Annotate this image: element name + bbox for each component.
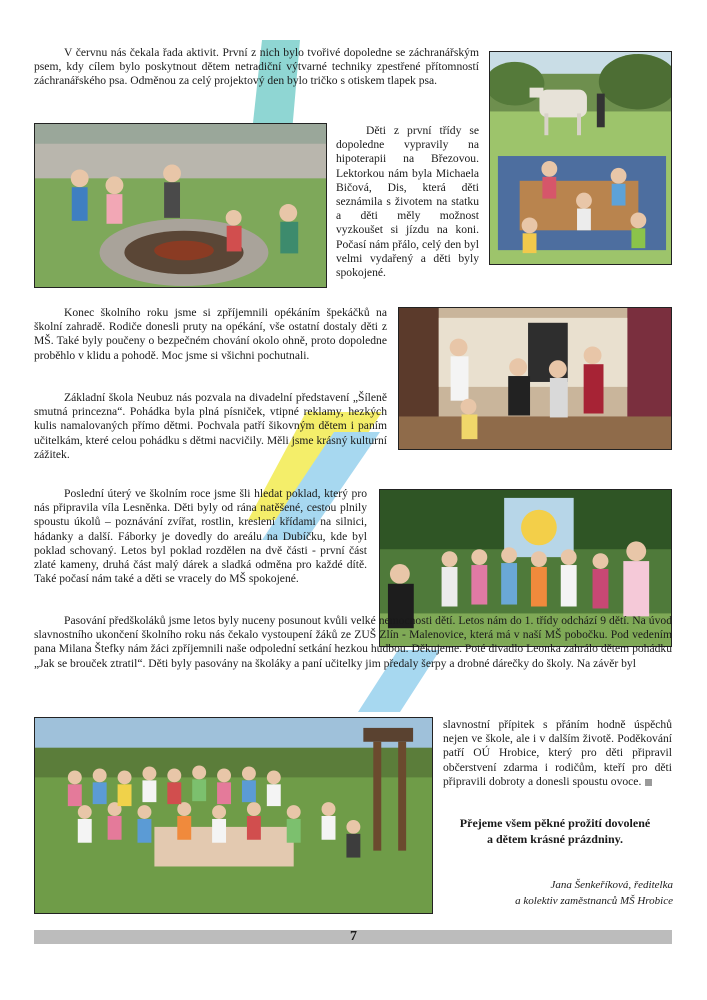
- paragraph-treasure-hunt: Poslední úterý ve školním roce jsme šli hledat poklad, který pro nás připravila víla Lesněnka. Děti byly od rána natěšené, cestou plnily spoustu úkolů – poznávání zvířat, rostlin, kreslení křídami na silnici, hádanky a další. Fáborky je dovedly do areálu na Dubíčku, kde byl poklad schovaný. Letos byl poklad rozdělen na dvě části - první část zlaté kameny, druhá část malý dárek a sladká odměna pro každé dítě. Také počasí nám také a děti se vracely do MŠ spokojené.: [34, 487, 367, 586]
- page-number: 7: [350, 929, 357, 944]
- closing-wish-line-1: Přejeme všem pěkné prožití dovolené: [459, 816, 651, 830]
- paragraph-sausages: Konec školního roku jsme si zpříjemnili opékáním špekáčků na školní zahradě. Rodiče donesli pruty na opékání, vše ostatní dostaly děti z MŠ. Také byly poučeny o bezpečném chování okolo ohně, proto dopoledne proběhlo v klidu a pohodě. Moc jsme si všichni pochutnali.: [34, 306, 387, 362]
- paragraph-theatre: Základní škola Neubuz nás pozvala na divadelní představení „Šíleně smutná princezna“. Pohádka byla plná písniček, vtipné reklamy, hezkých kulis namalovaných přímo dětmi. Pochvala patří šikovným dětem i paním učitelkám, které celou pohádku s dětmi nacvičily. Měli jsme krásný kulturní zážitek.: [34, 391, 387, 461]
- signature-name: Jana Šenkeříková, ředitelka: [550, 879, 673, 891]
- closing-wish-line-2: a dětem krásné prázdniny.: [486, 832, 623, 846]
- photo-theatre: [398, 307, 672, 450]
- paragraph-hippotherapy: Děti z první třídy se dopoledne vypravily na hipoterapii na Březovou. Lektorkou nám byla Michaela Bičová, Dis, která děti seznámila s životem na statku a děti měly možnost vyzkoušet si jízdu na koni. Počasí nám přálo, celý den byl velmi vydařený a děti byly spokojené.: [336, 124, 479, 280]
- photo-campfire: [34, 123, 327, 288]
- graduation-continued-text: slavnostní přípitek s přáním hodně úspěchů nejen ve škole, ale i v dalším životě. Poděkování patří OÚ Hrobice, který pro děti připravil občerstvení zdarma i rodičům, kteří pro děti připravili dobroty a donesli spoustu ovoce.: [443, 718, 672, 788]
- photo-hippotherapy: [489, 51, 672, 265]
- end-of-article-mark: [645, 779, 652, 786]
- paragraph-rescue-dog: V červnu nás čekala řada aktivit. První z nich bylo tvořivé dopoledne se záchranářským psem, kdy cílem bylo poskytnout dětem netradiční výtvarné techniky zpestřené přítomností záchranářského psa. Odměnou za celý projektový den bylo tričko s otiskem tlapek psa.: [34, 46, 479, 88]
- paragraph-graduation-continued: [443, 718, 672, 789]
- photo-group: [34, 717, 433, 914]
- signature-team: a kolektiv zaměstnanců MŠ Hrobice: [515, 895, 673, 907]
- paragraph-graduation: Pasování předškoláků jsme letos byly nuceny posunout kvůli velké nemocnosti dětí. Letos nám do 1. třídy odchází 9 dětí. Na úvod slavnostního ukončení školního roku nás čekalo vystoupení žáků ze ZUŠ Zlín - Malenovice, která má v naší MŠ pobočku. Pod vedením pana Milana Štefky nám žáci zpříjemnili naše odpolední setkání hezkou hudbou. Děkujeme. Poté divadlo Leonka zahrálo dětem pohádku „Jak se brouček ztratil“. Děti byly pasovány na školáky a paní učitelky jim předaly šerpy a drobné dárečky do školy. Na závěr byl: [34, 614, 672, 670]
- signature: [515, 877, 673, 909]
- closing-wish: [437, 815, 673, 847]
